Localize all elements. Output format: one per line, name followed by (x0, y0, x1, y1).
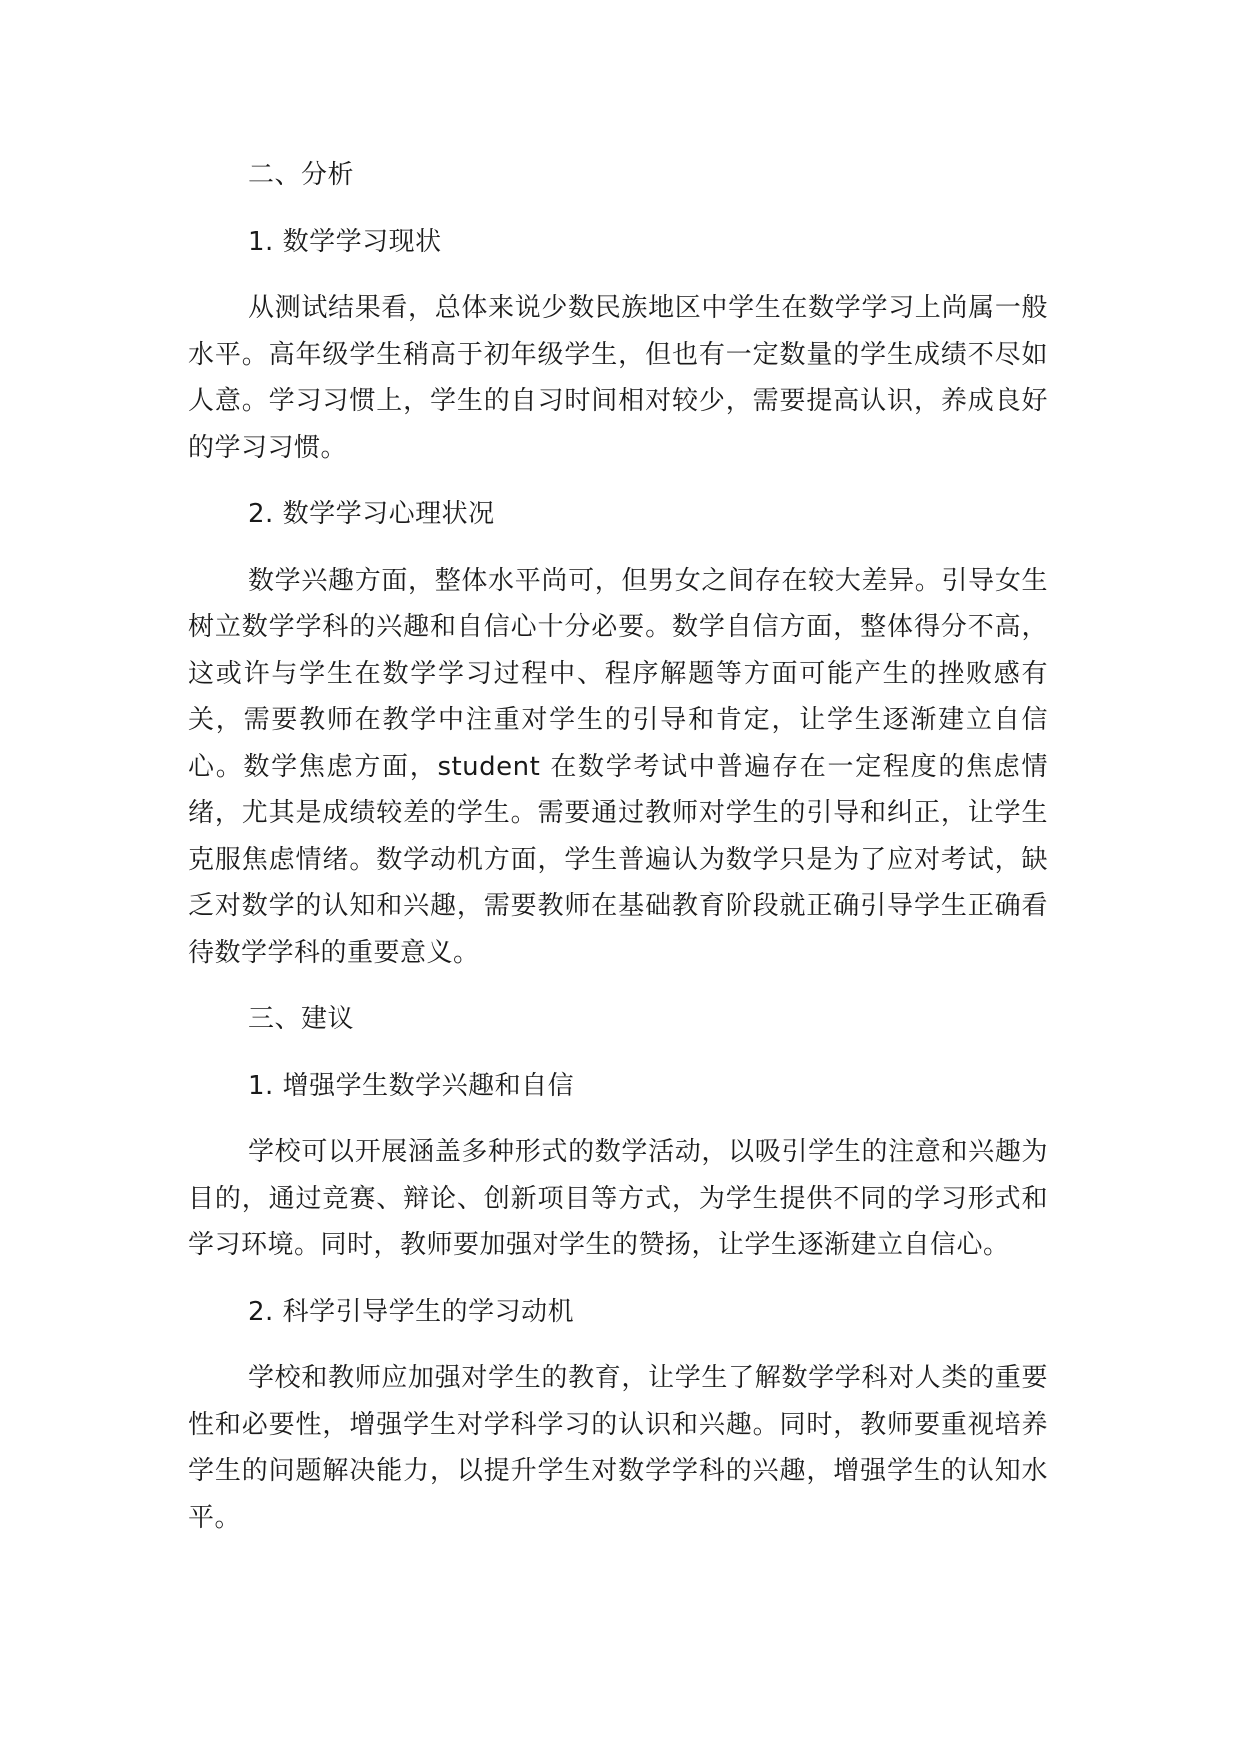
paragraph-math-psychology: 数学兴趣方面，整体水平尚可，但男女之间存在较大差异。引导女生树立数学学科的兴趣和自信心十分必要。数学自信方面，整体得分不高，这或许与学生在数学学习过程中、程序解题等方面可能产生的挫败感有关，需要教师在教学中注重对学生的引导和肯定，让学生逐渐建立自信心。数学焦虑方面，student 在数学考试中普遍存在一定程度的焦虑情绪，尤其是成绩较差的学生。需要通过教师对学生的引导和纠正，让学生克服焦虑情绪。数学动机方面，学生普遍认为数学只是为了应对考试，缺乏对数学的认知和兴趣，需要教师在基础教育阶段就正确引导学生正确看待数学学科的重要意义。 (188, 565, 1048, 968)
section-heading-suggestions: 三、建议 (248, 1004, 355, 1034)
subheading-learning-motivation: 2. 科学引导学生的学习动机 (248, 1296, 575, 1327)
section-heading-analysis: 二、分析 (248, 160, 355, 190)
paragraph-learning-motivation: 学校和教师应加强对学生的教育，让学生了解数学学科对人类的重要性和必要性，增强学生对学科学习的认识和兴趣。同时，教师要重视培养学生的问题解决能力，以提升学生对数学学科的兴趣，增强学生的认知水平。 (188, 1363, 1048, 1533)
subheading-math-psychology: 2. 数学学习心理状况 (248, 499, 495, 529)
paragraph-interest-confidence: 学校可以开展涵盖多种形式的数学活动，以吸引学生的注意和兴趣为目的，通过竞赛、辩论、创新项目等方式，为学生提供不同的学习形式和学习环境。同时，教师要加强对学生的赞扬，让学生逐渐建立自信心。 (188, 1137, 1048, 1260)
subheading-interest-confidence: 1. 增强学生数学兴趣和自信 (248, 1070, 575, 1101)
document-body (188, 152, 1048, 1541)
paragraph-math-learning-status: 从测试结果看，总体来说少数民族地区中学生在数学学习上尚属一般水平。高年级学生稍高于初年级学生，但也有一定数量的学生成绩不尽如人意。学习习惯上，学生的自习时间相对较少，需要提高认识，养成良好的学习习惯。 (188, 293, 1048, 463)
subheading-math-learning-status: 1. 数学学习现状 (248, 226, 442, 257)
